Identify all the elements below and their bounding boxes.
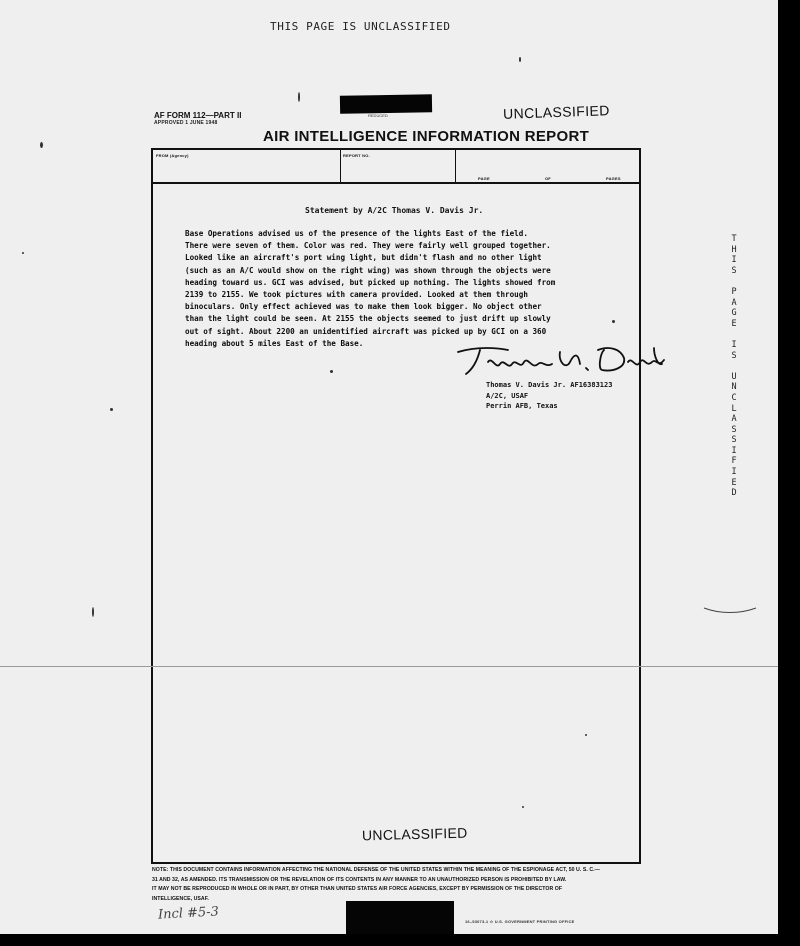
statement-line: Base Operations advised us of the presence of the lights East of the field.: [185, 229, 528, 238]
vertical-stamp-char: S: [731, 265, 737, 276]
form-approval-date: APPROVED 1 JUNE 1948: [154, 120, 218, 126]
vertical-stamp-char: E: [731, 477, 737, 488]
statement-line: than the light could be seen. At 2155 the objects seemed to just drift up slowly: [185, 314, 551, 324]
form-number: AF FORM 112—PART II: [154, 111, 242, 120]
vertical-stamp-char: E: [731, 318, 737, 329]
statement-line: heading about 5 miles East of the Base.: [185, 338, 364, 348]
scan-speck: [92, 607, 94, 617]
signer-name: Thomas V. Davis Jr. AF16383123: [486, 381, 613, 389]
vertical-stamp-char: G: [731, 308, 737, 319]
handwritten-signature: [448, 340, 673, 380]
vertical-stamp-char: [727, 329, 741, 340]
vertical-stamp-char: P: [731, 286, 737, 297]
notice-line: INTELLIGENCE, USAF.: [152, 895, 209, 902]
of-field-label: OF: [545, 176, 551, 181]
vertical-stamp-char: C: [731, 392, 737, 403]
scan-speck: [612, 320, 615, 323]
vertical-stamp-char: S: [731, 350, 737, 361]
scan-speck: [519, 57, 521, 62]
notice-line: 31 AND 32, AS AMENDED. ITS TRANSMISSION OR THE REVELATION OF ITS CONTENTS IN ANY MANNER TO AN UNAUTHORIZED PERSON IS PROHIBITED BY LAW.: [152, 876, 567, 883]
vertical-stamp-char: A: [731, 297, 737, 308]
margin-pen-mark: [700, 600, 760, 620]
statement-line: heading toward us. GCI was advised, but picked up nothing. The lights showed from: [185, 277, 556, 287]
scan-speck: [585, 734, 587, 736]
vertical-stamp-char: D: [731, 488, 737, 499]
fold-line: [0, 666, 778, 667]
bottom-redaction-bar: [346, 901, 454, 934]
from-field-label: FROM (Agency): [156, 153, 189, 158]
top-redaction-bar: [340, 94, 432, 114]
vertical-stamp-char: S: [731, 435, 737, 446]
vertical-stamp-char: A: [731, 414, 737, 425]
scan-speck: [298, 92, 300, 102]
notice-line: NOTE: THIS DOCUMENT CONTAINS INFORMATION AFFECTING THE NATIONAL DEFENSE OF THE UNITED STATES WITHIN THE MEANING OF THE ESPIONAGE ACT, 50 U. S. C.—: [152, 867, 600, 873]
vertical-stamp-char: I: [731, 255, 737, 266]
espionage-act-notice: [152, 866, 652, 904]
vertical-classification-stamp: [727, 234, 741, 499]
signer-rank: A/2C, USAF: [486, 391, 529, 400]
statement-line: binoculars. Only effect achieved was to make them look bigger. No object other: [185, 302, 542, 312]
scan-speck: [110, 408, 113, 411]
form-classification-stamp: UNCLASSIFIED: [502, 102, 610, 122]
header-column-divider: [455, 150, 456, 183]
statement-title: Statement by A/2C Thomas V. Davis Jr.: [305, 206, 484, 215]
statement-line: 2139 to 2155. We took pictures with camera provided. Looked at them through: [185, 290, 528, 300]
scan-speck: [22, 252, 24, 254]
scan-speck: [330, 370, 333, 373]
report-no-field-label: REPORT NO.: [343, 153, 370, 158]
vertical-stamp-char: U: [731, 371, 737, 382]
bottom-classification-stamp: UNCLASSIFIED: [361, 824, 468, 844]
vertical-stamp-char: N: [731, 382, 737, 393]
top-classification-header: THIS PAGE IS UNCLASSIFIED: [270, 20, 451, 33]
signature-block: [486, 380, 612, 412]
vertical-stamp-char: I: [731, 339, 737, 350]
vertical-stamp-char: L: [731, 403, 737, 414]
statement-body: [185, 228, 615, 350]
vertical-stamp-char: [727, 361, 741, 372]
vertical-stamp-char: I: [731, 445, 737, 456]
vertical-stamp-char: F: [731, 456, 737, 467]
pages-field-label: PAGES: [606, 176, 621, 181]
vertical-stamp-char: T: [731, 234, 737, 244]
scan-speck: [40, 142, 43, 148]
statement-line: out of sight. About 2200 an unidentified aircraft was picked up by GCI on a 360: [185, 326, 547, 336]
statement-line: (such as an A/C would show on the right wing) was shown through the objects were: [185, 265, 551, 275]
scan-speck: [522, 806, 524, 808]
printing-office-code: 16–53073-1 ☆ U.S. GOVERNMENT PRINTING OFFICE: [465, 919, 575, 924]
vertical-stamp-char: H: [731, 244, 737, 255]
statement-line: There were seven of them. Color was red. They were fairly well grouped together.: [185, 241, 551, 251]
page-field-label: PAGE: [478, 176, 490, 181]
signer-station: Perrin AFB, Texas: [486, 402, 558, 410]
vertical-stamp-char: S: [731, 424, 737, 435]
enclosure-handwritten-note: Incl #5-3: [157, 904, 220, 923]
report-title: AIR INTELLIGENCE INFORMATION REPORT: [263, 128, 590, 145]
redaction-caption: REDUCED: [368, 113, 388, 118]
vertical-stamp-char: I: [731, 467, 737, 478]
header-column-divider: [340, 150, 341, 183]
notice-line: IT MAY NOT BE REPRODUCED IN WHOLE OR IN PART, BY OTHER THAN UNITED STATES AIR FORCE AGENCIES, EXCEPT BY PERMISSION OF THE DIRECTOR OF: [152, 886, 563, 892]
vertical-stamp-char: [727, 276, 741, 287]
header-row-divider: [153, 182, 640, 184]
statement-line: Looked like an aircraft's port wing light, but didn't flash and no other light: [185, 253, 542, 263]
